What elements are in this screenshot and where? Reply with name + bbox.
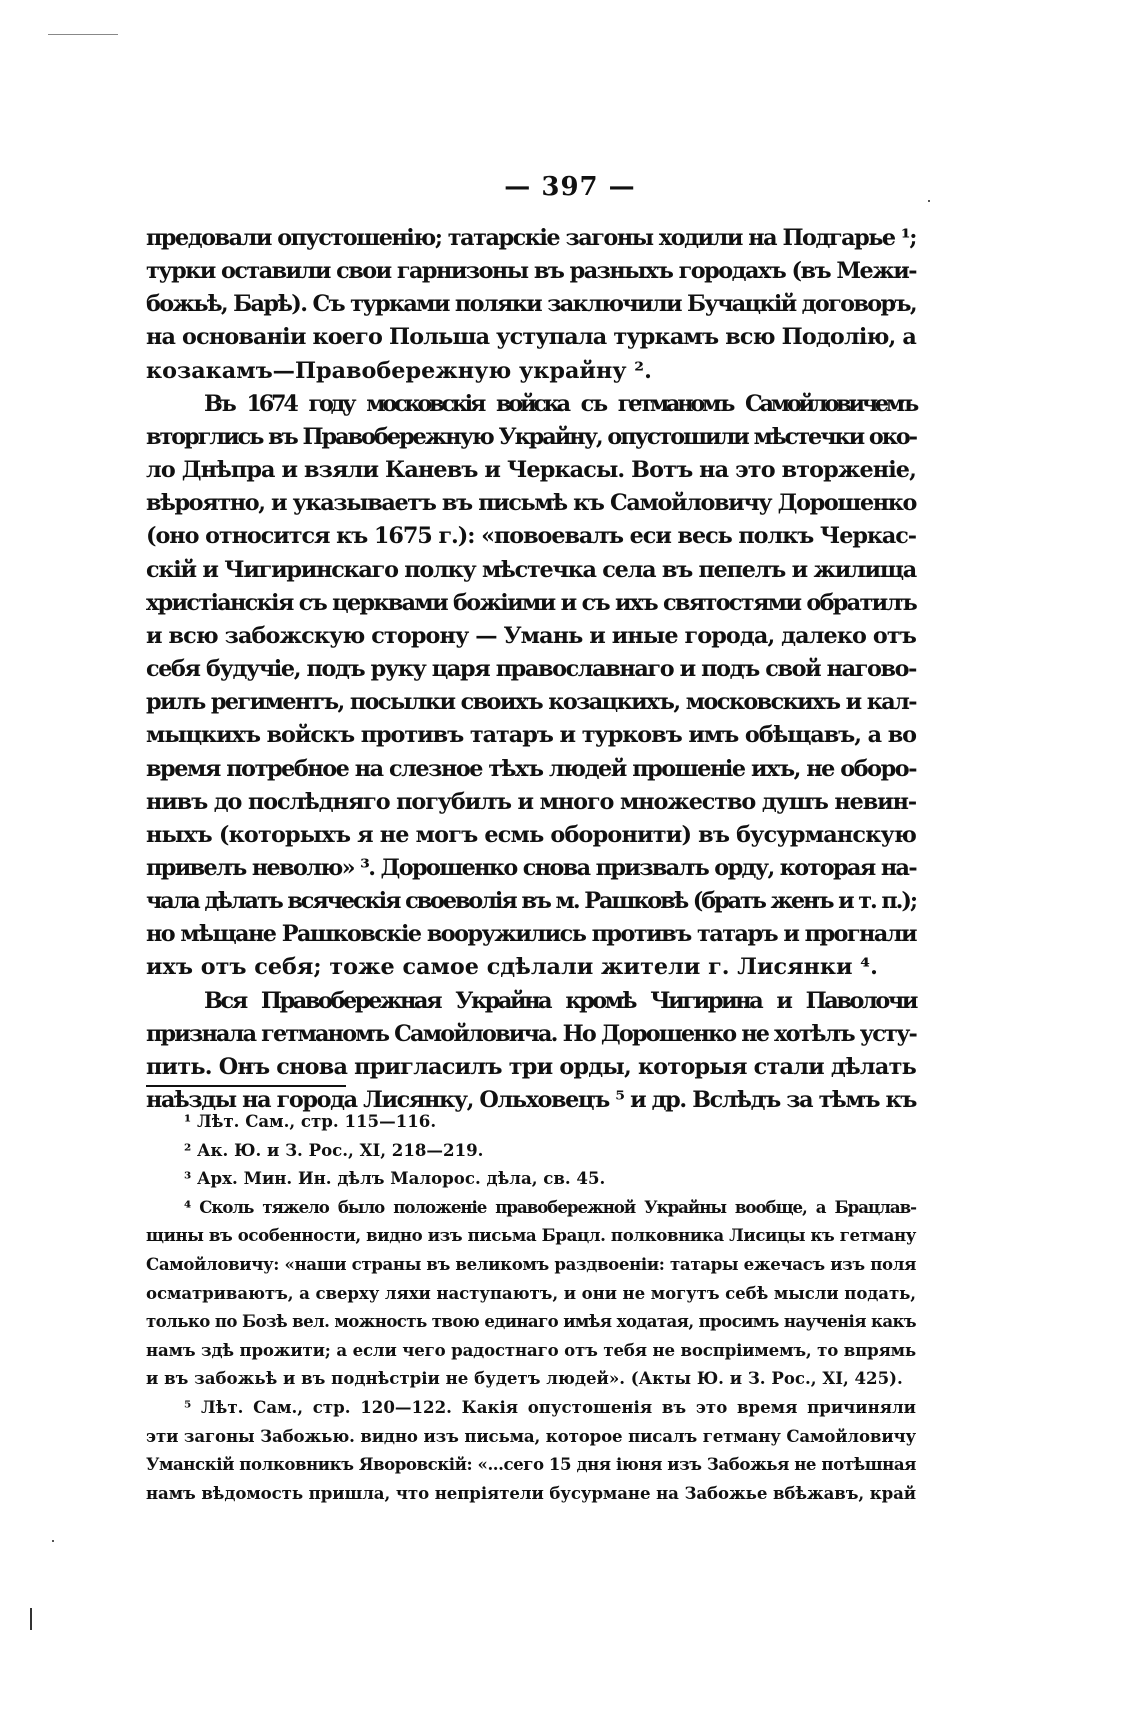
text-line: Въ 1674 году московскія войска съ гетманомъ Самойловичемъ xyxy=(204,390,916,417)
text-line: скій и Чигиринскаго полку мѣстечка села въ пепелъ и жилища xyxy=(146,556,916,583)
text-line: и всю забожскую сторону — Умань и иные города, далеко отъ xyxy=(146,622,917,649)
text-line: ло Днѣпра и взяли Каневъ и Черкасы. Вотъ на это вторженіе, xyxy=(146,457,916,484)
text-line: чала дѣлать всяческія своеволія въ м. Рашковѣ (брать женъ и т. п.); xyxy=(146,888,917,915)
footnote-line: Уманскій полковникъ Яворовскій: «...сего 15 дня іюня изъ Забожья не потѣшная xyxy=(146,1454,916,1475)
text-line: признала гетманомъ Самойловича. Но Дорошенко не хотѣлъ усту- xyxy=(146,1020,916,1047)
footnotes xyxy=(146,1107,916,1507)
footnote-separator xyxy=(146,1085,346,1087)
page-number: — 397 — xyxy=(504,172,636,202)
scan-speck xyxy=(52,1540,54,1542)
text-line: пить. Онъ снова пригласилъ три орды, которыя стали дѣлать xyxy=(146,1053,916,1080)
footnote-line: намъ вѣдомость пришла, что непріятели бусурмане на Забожье вбѣжавъ, край xyxy=(146,1482,917,1503)
text-line: привелъ неволю» ³. Дорошенко снова призвалъ орду, которая на- xyxy=(146,854,917,881)
footnote-1: ¹ Лѣт. Сам., стр. 115—116. xyxy=(184,1111,437,1131)
text-line: вторглись въ Правобережную Украйну, опустошили мѣстечки око- xyxy=(146,423,917,450)
text-line: наѣзды на города Лисянку, Ольховецъ ⁵ и др. Вслѣдъ за тѣмъ къ xyxy=(146,1087,916,1114)
text-line: время потребное на слезное тѣхъ людей прошеніе ихъ, не оборо- xyxy=(146,755,917,782)
scan-artifact-top xyxy=(48,34,118,35)
footnote-4: ⁴ Сколь тяжело было положеніе правобережной Украйны вообще, а Брацлав- xyxy=(184,1196,916,1217)
text-line: рилъ региментъ, посылки своихъ козацкихъ, московскихъ и кал- xyxy=(146,689,916,716)
footnote-5: ⁵ Лѣт. Сам., стр. 120—122. Какія опустошенія въ это время причиняли xyxy=(184,1396,916,1417)
footnote-line: намъ здѣ прожити; а если чего радостнаго отъ тебя не воспріимемъ, то впрямь xyxy=(146,1339,917,1360)
scan-speck xyxy=(928,200,930,202)
text-line: ныхъ (которыхъ я не могъ есмь оборонити) въ бусурманскую xyxy=(146,821,917,848)
text-line: нивъ до послѣдняго погубилъ и много множество душъ невин- xyxy=(146,788,917,815)
text-line: козакамъ—Правобережную украйну ². xyxy=(146,357,652,384)
footnote-line: только по Бозѣ вел. можность твою единаго имѣя ходатая, просимъ наученія какъ xyxy=(146,1311,916,1332)
footnote-line: Самойловичу: «наши страны въ великомъ раздвоеніи: татары ежечасъ изъ поля xyxy=(146,1253,916,1274)
text-line: (оно относится къ 1675 г.): «повоевалъ еси весь полкъ Черкас- xyxy=(146,523,916,550)
text-line: турки оставили свои гарнизоны въ разныхъ городахъ (въ Межи- xyxy=(146,258,916,285)
text-line: ихъ отъ себя; тоже самое сдѣлали жители г. Лисянки ⁴. xyxy=(146,954,878,981)
footnote-2: ² Ак. Ю. и З. Рос., XI, 218—219. xyxy=(184,1139,484,1160)
footnote-line: и въ забожьѣ и въ поднѣстріи не будетъ людей». (Акты Ю. и З. Рос., XI, 425). xyxy=(146,1368,903,1389)
footnote-line: осматриваютъ, а сверху ляхи наступаютъ, и они не могутъ себѣ мысли подать, xyxy=(146,1282,916,1303)
text-line: христіанскія съ церквами божіими и съ ихъ святостями обратилъ xyxy=(146,589,916,616)
text-line: мыцкихъ войскъ противъ татаръ и турковъ имъ обѣщавъ, а во xyxy=(146,722,917,749)
text-line: себя будучіе, подъ руку царя православнаго и подъ свой нагово- xyxy=(146,656,917,683)
text-line: на основаніи коего Польша уступала туркамъ всю Подолію, а xyxy=(146,324,917,351)
text-line: вѣроятно, и указываетъ въ письмѣ къ Самойловичу Дорошенко xyxy=(146,490,916,517)
text-line: предовали опустошенію; татарскіе загоны ходили на Подгарье ¹; xyxy=(146,225,916,251)
text-line: Вся Правобережная Украйна кромѣ Чигирина и Паволочи xyxy=(204,987,916,1014)
main-text xyxy=(146,222,916,1117)
text-line: но мѣщане Рашковскіе вооружились противъ татаръ и прогнали xyxy=(146,921,917,948)
footnote-3: ³ Арх. Мин. Ин. дѣлъ Малорос. дѣла, св. 45. xyxy=(184,1168,606,1189)
footnote-line: щины въ особенности, видно изъ письма Брацл. полковника Лисицы къ гетману xyxy=(146,1225,916,1246)
scan-artifact-left xyxy=(30,1608,32,1630)
footnote-line: эти загоны Забожью. видно изъ письма, которое писалъ гетману Самойловичу xyxy=(146,1425,916,1446)
text-line: божьѣ, Барѣ). Съ турками поляки заключили Бучацкій договоръ, xyxy=(146,291,916,318)
